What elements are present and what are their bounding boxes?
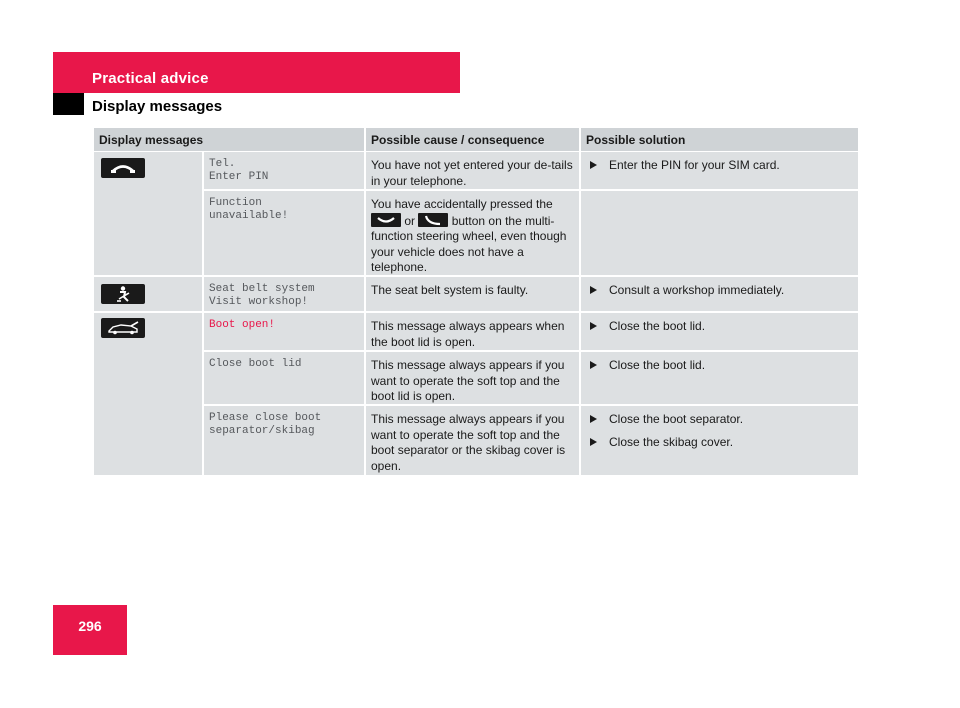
solution-item [587, 358, 852, 374]
column-header-solution: Possible solution [581, 128, 858, 151]
arrow-icon [590, 322, 597, 330]
seat-belt-icon [101, 284, 145, 304]
display-message-close-boot: Close boot lid [204, 352, 364, 404]
arrow-icon [590, 161, 597, 169]
cause-text: This message always appears if you want to operate the soft top and the boot lid is open. [366, 352, 579, 404]
cause-text: You have not yet entered your de-tails in your telephone. [366, 152, 579, 189]
solution-item [587, 319, 852, 335]
solution-text: Close the boot lid. [609, 358, 706, 372]
page-number: 296 [78, 618, 102, 634]
subsection-title: Display messages [92, 98, 223, 115]
display-message-function: Function unavailable! [204, 191, 364, 275]
solution-text: Enter the PIN for your SIM card. [609, 158, 780, 172]
solution-item [587, 158, 852, 174]
solution-cell-empty [581, 191, 858, 275]
solution-cell [581, 352, 858, 404]
solution-cell [581, 277, 858, 311]
display-message-tel: Tel. Enter PIN [204, 152, 364, 189]
telephone-icon [101, 158, 145, 178]
cause-text-part1: You have accidentally pressed the [371, 197, 553, 211]
solution-cell [581, 313, 858, 350]
display-message-separator: Please close boot separator/skibag [204, 406, 364, 475]
column-header-cause: Possible cause / consequence [366, 128, 579, 151]
solution-item [587, 283, 852, 299]
telephone-pickup-icon [418, 213, 448, 227]
solution-item [587, 412, 852, 428]
cause-text: The seat belt system is faulty. [366, 277, 579, 311]
cause-or: or [404, 213, 416, 228]
solution-text: Close the boot lid. [609, 319, 706, 333]
arrow-icon [590, 438, 597, 446]
arrow-icon [590, 286, 597, 294]
solution-text: Close the skibag cover. [609, 434, 734, 449]
cause-text: This message always appears when the boot lid is open. [366, 313, 579, 350]
cause-text: This message always appears if you want to operate the soft top and the boot separator or the skibag cover is open. [366, 406, 579, 475]
solution-text: Close the boot separator. [609, 412, 744, 426]
cause-text-part2: button on the multi-function steering wheel, even though your vehicle does not have a telephone. [371, 213, 567, 274]
header-marker [53, 93, 84, 115]
display-message-seatbelt: Seat belt system Visit workshop! [204, 277, 364, 311]
solution-item [587, 435, 852, 451]
section-title: Practical advice [92, 70, 209, 87]
arrow-icon [590, 415, 597, 423]
display-message-boot-open: Boot open! [204, 313, 364, 350]
column-header-messages: Display messages [94, 128, 364, 151]
car-boot-open-icon [101, 318, 145, 338]
solution-cell [581, 406, 858, 475]
cause-text [366, 191, 579, 275]
solution-text: Consult a workshop immediately. [609, 283, 785, 297]
arrow-icon [590, 361, 597, 369]
solution-cell [581, 152, 858, 189]
telephone-hangup-icon [371, 213, 401, 227]
